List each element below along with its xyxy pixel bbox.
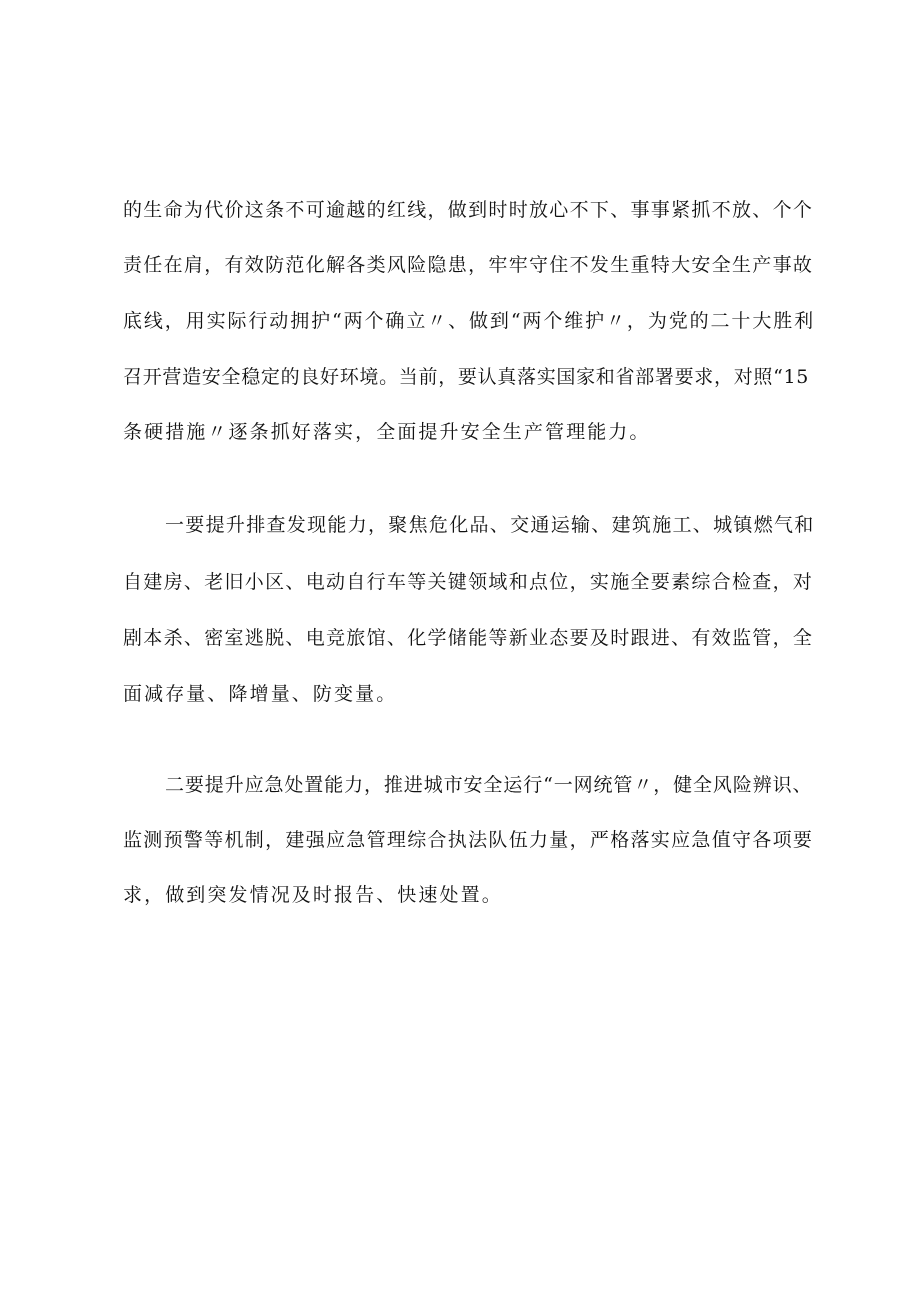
paragraph-line: 求，做到突发情况及时报告、快速处置。 <box>123 884 503 906</box>
paragraph-line: 剧本杀、密室逃脱、电竞旅馆、化学储能等新业态要及时跟进、有效监管，全 <box>123 627 814 649</box>
paragraph-line: 条硬措施〃逐条抓好落实，全面提升安全生产管理能力。 <box>123 421 651 443</box>
paragraph-line: 监测预警等机制，建强应急管理综合执法队伍力量，严格落实应急值守各项要 <box>123 829 814 851</box>
paragraph-line: 召开营造安全稳定的良好环境。当前，要认真落实国家和省部署要求，对照“15 <box>123 366 810 388</box>
paragraph-line: 底线，用实际行动拥护“两个确立〃、做到“两个维护〃，为党的二十大胜利 <box>123 310 816 332</box>
paragraph-line: 的生命为代价这条不可逾越的红线，做到时时放心不下、事事紧抓不放、个个 <box>123 199 814 221</box>
paragraph-line: 一要提升排查发现能力，聚焦危化品、交通运输、建筑施工、城镇燃气和 <box>165 514 815 536</box>
paragraph-line: 责任在肩，有效防范化解各类风险隐患，牢牢守住不发生重特大安全生产事故 <box>123 254 814 276</box>
paragraph-line: 二要提升应急处置能力，推进城市安全运行“一网统管〃，健全风险辨识、 <box>165 774 813 796</box>
paragraph-line: 自建房、老旧小区、电动自行车等关键领域和点位，实施全要素综合检查，对 <box>123 571 814 593</box>
paragraph-line: 面减存量、降增量、防变量。 <box>123 683 398 705</box>
